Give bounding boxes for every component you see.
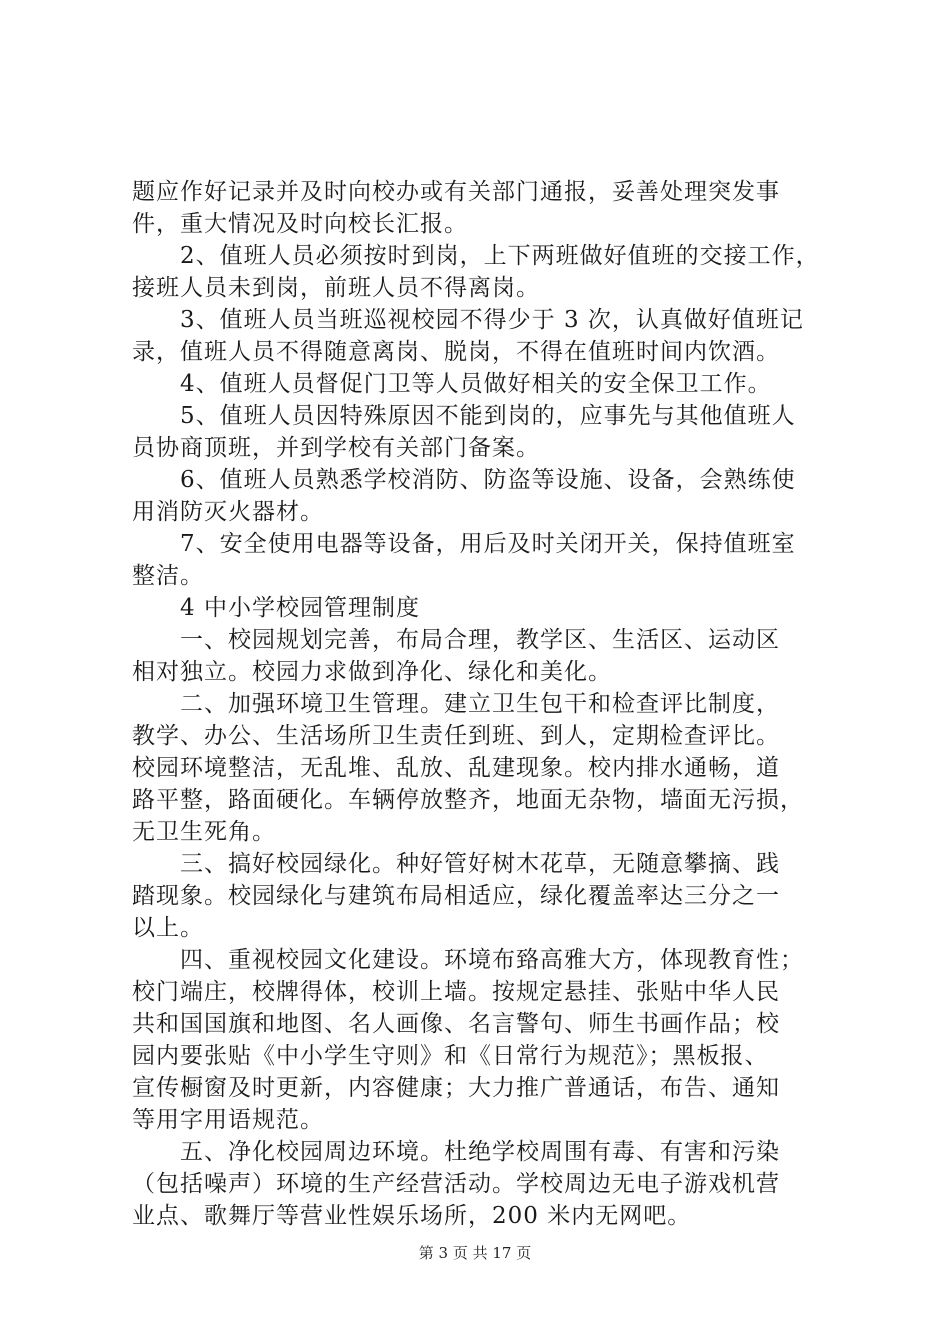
text-line: 2、值班人员必须按时到岗，上下两班做好值班的交接工作，	[132, 243, 820, 269]
text-line: 踏现象。校园绿化与建筑布局相适应，绿化覆盖率达三分之一	[132, 883, 780, 909]
text-line: 二、加强环境卫生管理。建立卫生包干和检查评比制度，	[132, 691, 780, 717]
text-line: 6、值班人员熟悉学校消防、防盗等设施、设备，会熟练使	[132, 467, 796, 493]
text-line: （包括噪声）环境的生产经营活动。学校周边无电子游戏机营	[132, 1171, 780, 1197]
text-line: 宣传橱窗及时更新，内容健康；大力推广普通话，布告、通知	[132, 1075, 780, 1101]
text-line: 4、值班人员督促门卫等人员做好相关的安全保卫工作。	[132, 371, 772, 397]
text-line: 件，重大情况及时向校长汇报。	[132, 211, 468, 237]
text-line: 5、值班人员因特殊原因不能到岗的，应事先与其他值班人	[132, 403, 796, 429]
text-line: 教学、办公、生活场所卫生责任到班、到人，定期检查评比。	[132, 723, 780, 749]
text-line: 接班人员未到岗，前班人员不得离岗。	[132, 275, 540, 301]
text-line: 五、净化校园周边环境。杜绝学校周围有毒、有害和污染	[132, 1139, 780, 1165]
text-line: 共和国国旗和地图、名人画像、名言警句、师生书画作品；校	[132, 1011, 780, 1037]
text-line: 题应作好记录并及时向校办或有关部门通报，妥善处理突发事	[132, 179, 780, 205]
text-line: 四、重视校园文化建设。环境布臵高雅大方，体现教育性；	[132, 947, 804, 973]
text-line: 路平整，路面硬化。车辆停放整齐，地面无杂物，墙面无污损，	[132, 787, 804, 813]
text-line: 以上。	[132, 915, 204, 941]
text-line: 无卫生死角。	[132, 819, 276, 845]
text-line: 3、值班人员当班巡视校园不得少于 3 次，认真做好值班记	[132, 307, 804, 333]
text-line: 整洁。	[132, 563, 204, 589]
text-line: 园内要张贴《中小学生守则》和《日常行为规范》；黑板报、	[132, 1043, 769, 1069]
text-line: 三、搞好校园绿化。种好管好树木花草，无随意攀摘、践	[132, 851, 780, 877]
text-line: 用消防灭火器材。	[132, 499, 324, 525]
document-body	[132, 176, 832, 1232]
text-line: 一、校园规划完善，布局合理，教学区、生活区、运动区	[132, 627, 780, 653]
text-line: 录，值班人员不得随意离岗、脱岗，不得在值班时间内饮酒。	[132, 339, 780, 365]
text-line: 等用字用语规范。	[132, 1107, 324, 1133]
text-line: 相对独立。校园力求做到净化、绿化和美化。	[132, 659, 612, 685]
text-line: 7、安全使用电器等设备，用后及时关闭开关，保持值班室	[132, 531, 796, 557]
text-line: 业点、歌舞厅等营业性娱乐场所，200 米内无网吧。	[132, 1203, 692, 1229]
text-line: 员协商顶班，并到学校有关部门备案。	[132, 435, 540, 461]
section-heading: 4 中小学校园管理制度	[132, 595, 420, 621]
text-line: 校园环境整洁，无乱堆、乱放、乱建现象。校内排水通畅，道	[132, 755, 780, 781]
page-number-footer: 第 3 页 共 17 页	[418, 1244, 532, 1262]
text-line: 校门端庄，校牌得体，校训上墙。按规定悬挂、张贴中华人民	[132, 979, 780, 1005]
